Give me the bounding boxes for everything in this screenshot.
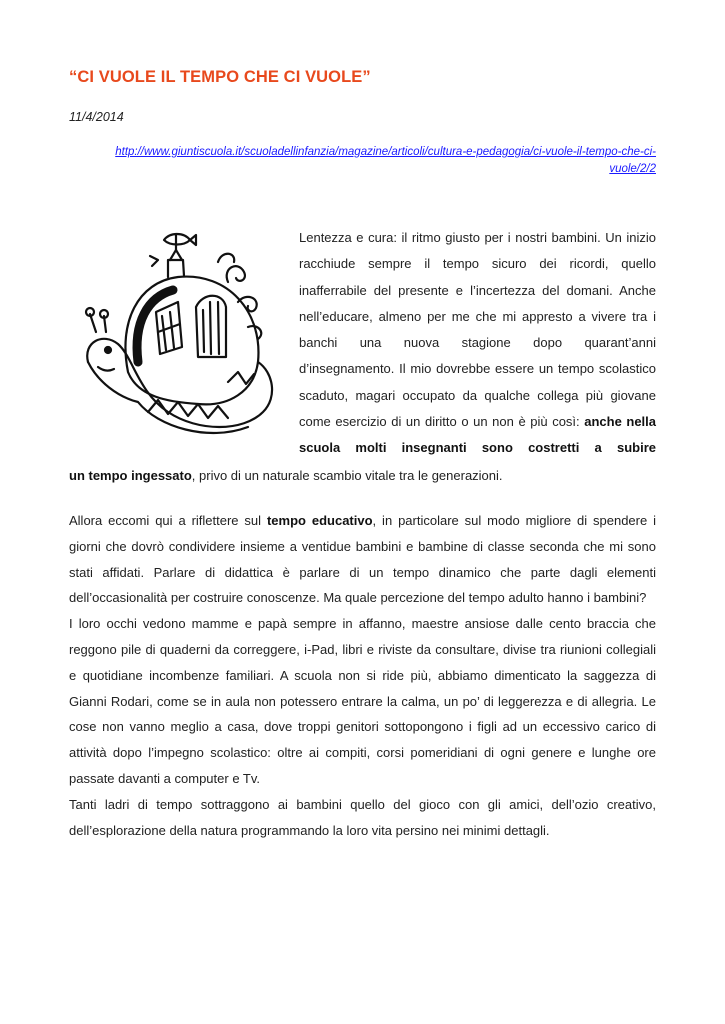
paragraph-2-bold: tempo educativo (266, 513, 373, 528)
paragraph-2-start: Allora eccomi qui a riflettere sul (69, 513, 267, 528)
paragraph-2 (69, 508, 656, 611)
paragraph-4: Tanti ladri di tempo sottraggono ai bambini quello del gioco con gli amici, dell’ozio creativo, dell’esplorazione della natura programmando la loro vita persino nei minimi dettagli. (69, 796, 656, 838)
intro-continuation (69, 463, 659, 489)
intro-bold-end: un tempo ingessato (69, 468, 192, 483)
paragraph-2-rest: , in particolare sul modo migliore di spendere i giorni che dovrò condividere insieme a ventidue bambini e bambine di classe seconda che mi sono stati affidati. Parlare di didattica è parlare di un tempo dinamico che parte dagli elementi dell’occasionalità per costruire conoscenze. Ma quale percezione del tempo adulto hanno i bambini? (69, 513, 657, 606)
source-link[interactable]: http://www.giuntiscuola.it/scuoladellinfanzia/magazine/articoli/cultura-e-pedagogia/ci-vuole-il-tempo-che-ci-vuole/2/2 (115, 146, 656, 175)
article-title: “CI VUOLE IL TEMPO CHE CI VUOLE” (69, 68, 371, 86)
intro-text: Lentezza e cura: il ritmo giusto per i nostri bambini. Un inizio racchiude sempre il tempo sicuro dei ricordi, quello inafferrabile del presente e l’incertezza del domani. Anche nell’educare, almeno per me che mi appresto a vivere tra i banchi una nuova stagione dopo quarant’anni d’insegnamento. Il mio dovrebbe essere un tempo scolastico scaduto, magari occupato da qualche collega più giovane come esercizio di un diritto o un non è più così: (299, 230, 656, 430)
intro-tail: , privo di un naturale scambio vitale tra le generazioni. (191, 468, 503, 483)
intro-bold-start: anche nella scuola molti insegnanti sono costretti a subire (299, 414, 657, 456)
snail-house-illustration (78, 232, 283, 444)
paragraph-3: I loro occhi vedono mamme e papà sempre in affanno, maestre ansiose dalle cento braccia che reggono pile di quaderni da correggere, i-Pad, libri e riviste da consultare, divise tra riunioni collegiali e quotidiane incombenze familiari. A scuola non si ride più, abbiamo dimenticato la saggezza di Gianni Rodari, come se in aula non potessero entrare la calma, un po’ di leggerezza e di allegria. Le cose non vanno meglio a casa, dove troppi genitori sottopongono i figli ad un eccessivo carico di attività dopo l’impegno scolastico: oltre ai compiti, corsi pomeridiani di ogni genere e lunghe ore passate davanti a computer e Tv. (69, 616, 656, 786)
article-body (69, 508, 656, 843)
article-date: 11/4/2014 (69, 110, 124, 124)
intro-paragraph (299, 225, 656, 462)
